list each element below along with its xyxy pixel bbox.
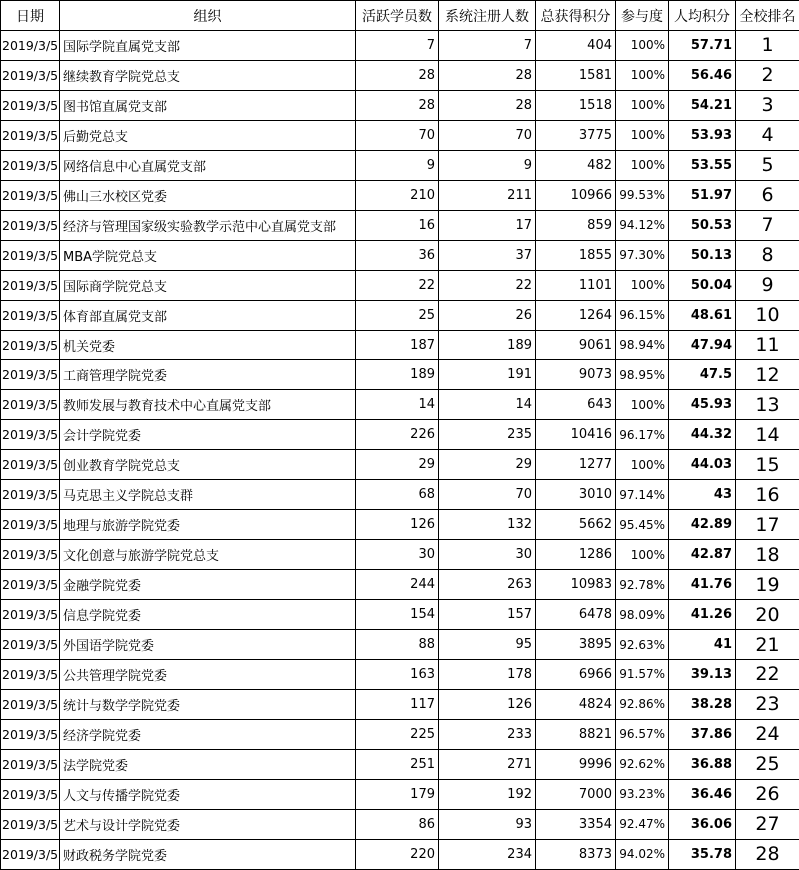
cell-date: 2019/3/5	[1, 749, 60, 779]
cell-avg-score: 47.94	[669, 330, 736, 360]
cell-rank: 26	[736, 779, 799, 809]
cell-avg-score: 50.13	[669, 240, 736, 270]
cell-avg-score: 36.46	[669, 779, 736, 809]
cell-rank: 16	[736, 480, 799, 510]
cell-participation: 94.12%	[616, 210, 669, 240]
table-row	[1, 180, 799, 210]
cell-participation: 94.02%	[616, 839, 669, 869]
cell-active: 86	[356, 809, 439, 839]
cell-avg-score: 36.88	[669, 749, 736, 779]
cell-org: MBA学院党总支	[60, 240, 356, 270]
cell-registered: 93	[439, 809, 536, 839]
cell-rank: 28	[736, 839, 799, 869]
cell-registered: 29	[439, 450, 536, 480]
table-row	[1, 809, 799, 839]
cell-total-score: 1101	[536, 270, 616, 300]
cell-date: 2019/3/5	[1, 809, 60, 839]
cell-participation: 96.15%	[616, 300, 669, 330]
cell-org: 网络信息中心直属党支部	[60, 150, 356, 180]
cell-total-score: 6478	[536, 600, 616, 630]
cell-registered: 70	[439, 120, 536, 150]
cell-org: 财政税务学院党委	[60, 839, 356, 869]
cell-rank: 12	[736, 360, 799, 390]
cell-rank: 19	[736, 570, 799, 600]
cell-participation: 96.17%	[616, 420, 669, 450]
cell-active: 70	[356, 120, 439, 150]
cell-rank: 3	[736, 90, 799, 120]
cell-registered: 126	[439, 689, 536, 719]
cell-active: 126	[356, 510, 439, 540]
cell-total-score: 482	[536, 150, 616, 180]
cell-active: 226	[356, 420, 439, 450]
cell-avg-score: 56.46	[669, 60, 736, 90]
cell-rank: 27	[736, 809, 799, 839]
cell-org: 艺术与设计学院党委	[60, 809, 356, 839]
cell-date: 2019/3/5	[1, 480, 60, 510]
cell-avg-score: 42.89	[669, 510, 736, 540]
cell-active: 22	[356, 270, 439, 300]
cell-participation: 93.23%	[616, 779, 669, 809]
cell-registered: 132	[439, 510, 536, 540]
cell-total-score: 10966	[536, 180, 616, 210]
cell-org: 马克思主义学院总支群	[60, 480, 356, 510]
table-row	[1, 300, 799, 330]
table-row	[1, 90, 799, 120]
table-row	[1, 330, 799, 360]
cell-active: 29	[356, 450, 439, 480]
cell-org: 体育部直属党支部	[60, 300, 356, 330]
cell-participation: 100%	[616, 390, 669, 420]
cell-registered: 191	[439, 360, 536, 390]
cell-avg-score: 37.86	[669, 719, 736, 749]
cell-active: 28	[356, 60, 439, 90]
table-row	[1, 360, 799, 390]
cell-date: 2019/3/5	[1, 540, 60, 570]
cell-rank: 24	[736, 719, 799, 749]
cell-rank: 13	[736, 390, 799, 420]
cell-registered: 30	[439, 540, 536, 570]
cell-avg-score: 41.26	[669, 600, 736, 630]
cell-participation: 92.86%	[616, 689, 669, 719]
cell-participation: 99.53%	[616, 180, 669, 210]
cell-total-score: 1286	[536, 540, 616, 570]
cell-avg-score: 38.28	[669, 689, 736, 719]
cell-total-score: 4824	[536, 689, 616, 719]
cell-org: 地理与旅游学院党委	[60, 510, 356, 540]
cell-rank: 8	[736, 240, 799, 270]
cell-active: 244	[356, 570, 439, 600]
cell-date: 2019/3/5	[1, 360, 60, 390]
cell-date: 2019/3/5	[1, 300, 60, 330]
cell-avg-score: 43	[669, 480, 736, 510]
cell-participation: 100%	[616, 150, 669, 180]
cell-active: 117	[356, 689, 439, 719]
table-row	[1, 660, 799, 690]
cell-org: 创业教育学院党总支	[60, 450, 356, 480]
cell-active: 25	[356, 300, 439, 330]
cell-avg-score: 53.55	[669, 150, 736, 180]
cell-registered: 7	[439, 31, 536, 61]
cell-avg-score: 44.03	[669, 450, 736, 480]
cell-active: 187	[356, 330, 439, 360]
cell-total-score: 3895	[536, 630, 616, 660]
cell-rank: 21	[736, 630, 799, 660]
cell-date: 2019/3/5	[1, 600, 60, 630]
cell-active: 28	[356, 90, 439, 120]
cell-participation: 98.95%	[616, 360, 669, 390]
table-row	[1, 31, 799, 61]
cell-avg-score: 41	[669, 630, 736, 660]
cell-rank: 2	[736, 60, 799, 90]
cell-total-score: 1581	[536, 60, 616, 90]
cell-date: 2019/3/5	[1, 570, 60, 600]
cell-participation: 92.63%	[616, 630, 669, 660]
cell-active: 7	[356, 31, 439, 61]
table-row	[1, 749, 799, 779]
cell-registered: 70	[439, 480, 536, 510]
cell-date: 2019/3/5	[1, 660, 60, 690]
cell-date: 2019/3/5	[1, 510, 60, 540]
cell-date: 2019/3/5	[1, 150, 60, 180]
cell-participation: 97.14%	[616, 480, 669, 510]
cell-date: 2019/3/5	[1, 120, 60, 150]
cell-avg-score: 50.04	[669, 270, 736, 300]
cell-org: 外国语学院党委	[60, 630, 356, 660]
cell-total-score: 9996	[536, 749, 616, 779]
cell-date: 2019/3/5	[1, 330, 60, 360]
cell-registered: 22	[439, 270, 536, 300]
cell-total-score: 6966	[536, 660, 616, 690]
header-org: 组织	[60, 1, 356, 31]
cell-avg-score: 41.76	[669, 570, 736, 600]
cell-registered: 271	[439, 749, 536, 779]
cell-registered: 28	[439, 60, 536, 90]
cell-rank: 5	[736, 150, 799, 180]
cell-registered: 211	[439, 180, 536, 210]
cell-org: 继续教育学院党总支	[60, 60, 356, 90]
cell-org: 国际商学院党总支	[60, 270, 356, 300]
header-date: 日期	[1, 1, 60, 31]
cell-participation: 97.30%	[616, 240, 669, 270]
cell-participation: 91.57%	[616, 660, 669, 690]
cell-date: 2019/3/5	[1, 60, 60, 90]
cell-rank: 20	[736, 600, 799, 630]
cell-org: 经济与管理国家级实验教学示范中心直属党支部	[60, 210, 356, 240]
cell-active: 88	[356, 630, 439, 660]
cell-date: 2019/3/5	[1, 450, 60, 480]
cell-org: 人文与传播学院党委	[60, 779, 356, 809]
cell-avg-score: 36.06	[669, 809, 736, 839]
cell-rank: 14	[736, 420, 799, 450]
cell-participation: 98.94%	[616, 330, 669, 360]
cell-org: 会计学院党委	[60, 420, 356, 450]
cell-org: 机关党委	[60, 330, 356, 360]
cell-date: 2019/3/5	[1, 210, 60, 240]
cell-rank: 6	[736, 180, 799, 210]
header-total-score: 总获得积分	[536, 1, 616, 31]
cell-registered: 9	[439, 150, 536, 180]
cell-active: 154	[356, 600, 439, 630]
cell-active: 210	[356, 180, 439, 210]
cell-registered: 178	[439, 660, 536, 690]
cell-participation: 92.47%	[616, 809, 669, 839]
table-row	[1, 60, 799, 90]
cell-rank: 4	[736, 120, 799, 150]
cell-date: 2019/3/5	[1, 180, 60, 210]
table-row	[1, 779, 799, 809]
cell-org: 法学院党委	[60, 749, 356, 779]
cell-active: 68	[356, 480, 439, 510]
cell-rank: 7	[736, 210, 799, 240]
cell-org: 教师发展与教育技术中心直属党支部	[60, 390, 356, 420]
cell-rank: 18	[736, 540, 799, 570]
cell-active: 30	[356, 540, 439, 570]
header-active: 活跃学员数	[356, 1, 439, 31]
table-row	[1, 450, 799, 480]
cell-total-score: 9061	[536, 330, 616, 360]
cell-rank: 10	[736, 300, 799, 330]
cell-avg-score: 48.61	[669, 300, 736, 330]
table-row	[1, 600, 799, 630]
table-row	[1, 120, 799, 150]
header-rank: 全校排名	[736, 1, 799, 31]
cell-total-score: 10416	[536, 420, 616, 450]
cell-rank: 11	[736, 330, 799, 360]
table-row	[1, 150, 799, 180]
table-row	[1, 839, 799, 869]
cell-total-score: 8821	[536, 719, 616, 749]
cell-rank: 22	[736, 660, 799, 690]
cell-participation: 100%	[616, 60, 669, 90]
cell-org: 后勤党总支	[60, 120, 356, 150]
cell-total-score: 1264	[536, 300, 616, 330]
cell-total-score: 9073	[536, 360, 616, 390]
table-row	[1, 510, 799, 540]
cell-rank: 25	[736, 749, 799, 779]
cell-registered: 234	[439, 839, 536, 869]
cell-registered: 235	[439, 420, 536, 450]
cell-participation: 92.62%	[616, 749, 669, 779]
cell-participation: 100%	[616, 90, 669, 120]
table-row	[1, 719, 799, 749]
cell-active: 179	[356, 779, 439, 809]
cell-avg-score: 44.32	[669, 420, 736, 450]
cell-org: 经济学院党委	[60, 719, 356, 749]
cell-participation: 100%	[616, 31, 669, 61]
cell-registered: 17	[439, 210, 536, 240]
cell-active: 225	[356, 719, 439, 749]
table-row	[1, 390, 799, 420]
table-row	[1, 420, 799, 450]
cell-total-score: 1518	[536, 90, 616, 120]
cell-rank: 1	[736, 31, 799, 61]
cell-active: 36	[356, 240, 439, 270]
cell-total-score: 643	[536, 390, 616, 420]
cell-registered: 28	[439, 90, 536, 120]
cell-registered: 233	[439, 719, 536, 749]
cell-org: 国际学院直属党支部	[60, 31, 356, 61]
cell-registered: 192	[439, 779, 536, 809]
cell-date: 2019/3/5	[1, 719, 60, 749]
header-avg-score: 人均积分	[669, 1, 736, 31]
cell-org: 文化创意与旅游学院党总支	[60, 540, 356, 570]
table-row	[1, 689, 799, 719]
header-participation: 参与度	[616, 1, 669, 31]
table-body	[1, 31, 799, 870]
cell-participation: 98.09%	[616, 600, 669, 630]
cell-date: 2019/3/5	[1, 839, 60, 869]
cell-total-score: 1855	[536, 240, 616, 270]
cell-total-score: 3354	[536, 809, 616, 839]
cell-participation: 92.78%	[616, 570, 669, 600]
cell-org: 金融学院党委	[60, 570, 356, 600]
cell-total-score: 3010	[536, 480, 616, 510]
table-row	[1, 210, 799, 240]
cell-total-score: 404	[536, 31, 616, 61]
cell-avg-score: 42.87	[669, 540, 736, 570]
cell-rank: 15	[736, 450, 799, 480]
cell-active: 220	[356, 839, 439, 869]
cell-rank: 23	[736, 689, 799, 719]
cell-active: 189	[356, 360, 439, 390]
cell-date: 2019/3/5	[1, 689, 60, 719]
cell-total-score: 1277	[536, 450, 616, 480]
cell-registered: 189	[439, 330, 536, 360]
cell-date: 2019/3/5	[1, 390, 60, 420]
cell-date: 2019/3/5	[1, 630, 60, 660]
cell-participation: 100%	[616, 270, 669, 300]
header-row	[1, 1, 799, 31]
cell-active: 14	[356, 390, 439, 420]
cell-active: 163	[356, 660, 439, 690]
cell-date: 2019/3/5	[1, 31, 60, 61]
cell-avg-score: 47.5	[669, 360, 736, 390]
cell-org: 公共管理学院党委	[60, 660, 356, 690]
cell-registered: 26	[439, 300, 536, 330]
cell-total-score: 859	[536, 210, 616, 240]
cell-date: 2019/3/5	[1, 90, 60, 120]
table-row	[1, 630, 799, 660]
cell-avg-score: 51.97	[669, 180, 736, 210]
cell-date: 2019/3/5	[1, 779, 60, 809]
table-row	[1, 270, 799, 300]
cell-org: 统计与数学学院党委	[60, 689, 356, 719]
table-header	[1, 1, 799, 31]
table-row	[1, 240, 799, 270]
table-row	[1, 570, 799, 600]
cell-participation: 100%	[616, 540, 669, 570]
cell-participation: 96.57%	[616, 719, 669, 749]
cell-registered: 14	[439, 390, 536, 420]
cell-participation: 100%	[616, 120, 669, 150]
cell-avg-score: 53.93	[669, 120, 736, 150]
cell-org: 信息学院党委	[60, 600, 356, 630]
cell-active: 16	[356, 210, 439, 240]
cell-avg-score: 39.13	[669, 660, 736, 690]
header-registered: 系统注册人数	[439, 1, 536, 31]
cell-date: 2019/3/5	[1, 240, 60, 270]
cell-active: 9	[356, 150, 439, 180]
cell-rank: 9	[736, 270, 799, 300]
cell-registered: 263	[439, 570, 536, 600]
table-row	[1, 540, 799, 570]
cell-participation: 100%	[616, 450, 669, 480]
cell-avg-score: 57.71	[669, 31, 736, 61]
table-row	[1, 480, 799, 510]
cell-date: 2019/3/5	[1, 270, 60, 300]
cell-date: 2019/3/5	[1, 420, 60, 450]
cell-org: 图书馆直属党支部	[60, 90, 356, 120]
cell-avg-score: 35.78	[669, 839, 736, 869]
cell-total-score: 7000	[536, 779, 616, 809]
cell-avg-score: 50.53	[669, 210, 736, 240]
cell-org: 工商管理学院党委	[60, 360, 356, 390]
cell-registered: 157	[439, 600, 536, 630]
cell-registered: 95	[439, 630, 536, 660]
cell-avg-score: 54.21	[669, 90, 736, 120]
cell-total-score: 8373	[536, 839, 616, 869]
cell-rank: 17	[736, 510, 799, 540]
cell-total-score: 3775	[536, 120, 616, 150]
cell-active: 251	[356, 749, 439, 779]
cell-org: 佛山三水校区党委	[60, 180, 356, 210]
cell-registered: 37	[439, 240, 536, 270]
cell-avg-score: 45.93	[669, 390, 736, 420]
cell-total-score: 5662	[536, 510, 616, 540]
cell-participation: 95.45%	[616, 510, 669, 540]
cell-total-score: 10983	[536, 570, 616, 600]
